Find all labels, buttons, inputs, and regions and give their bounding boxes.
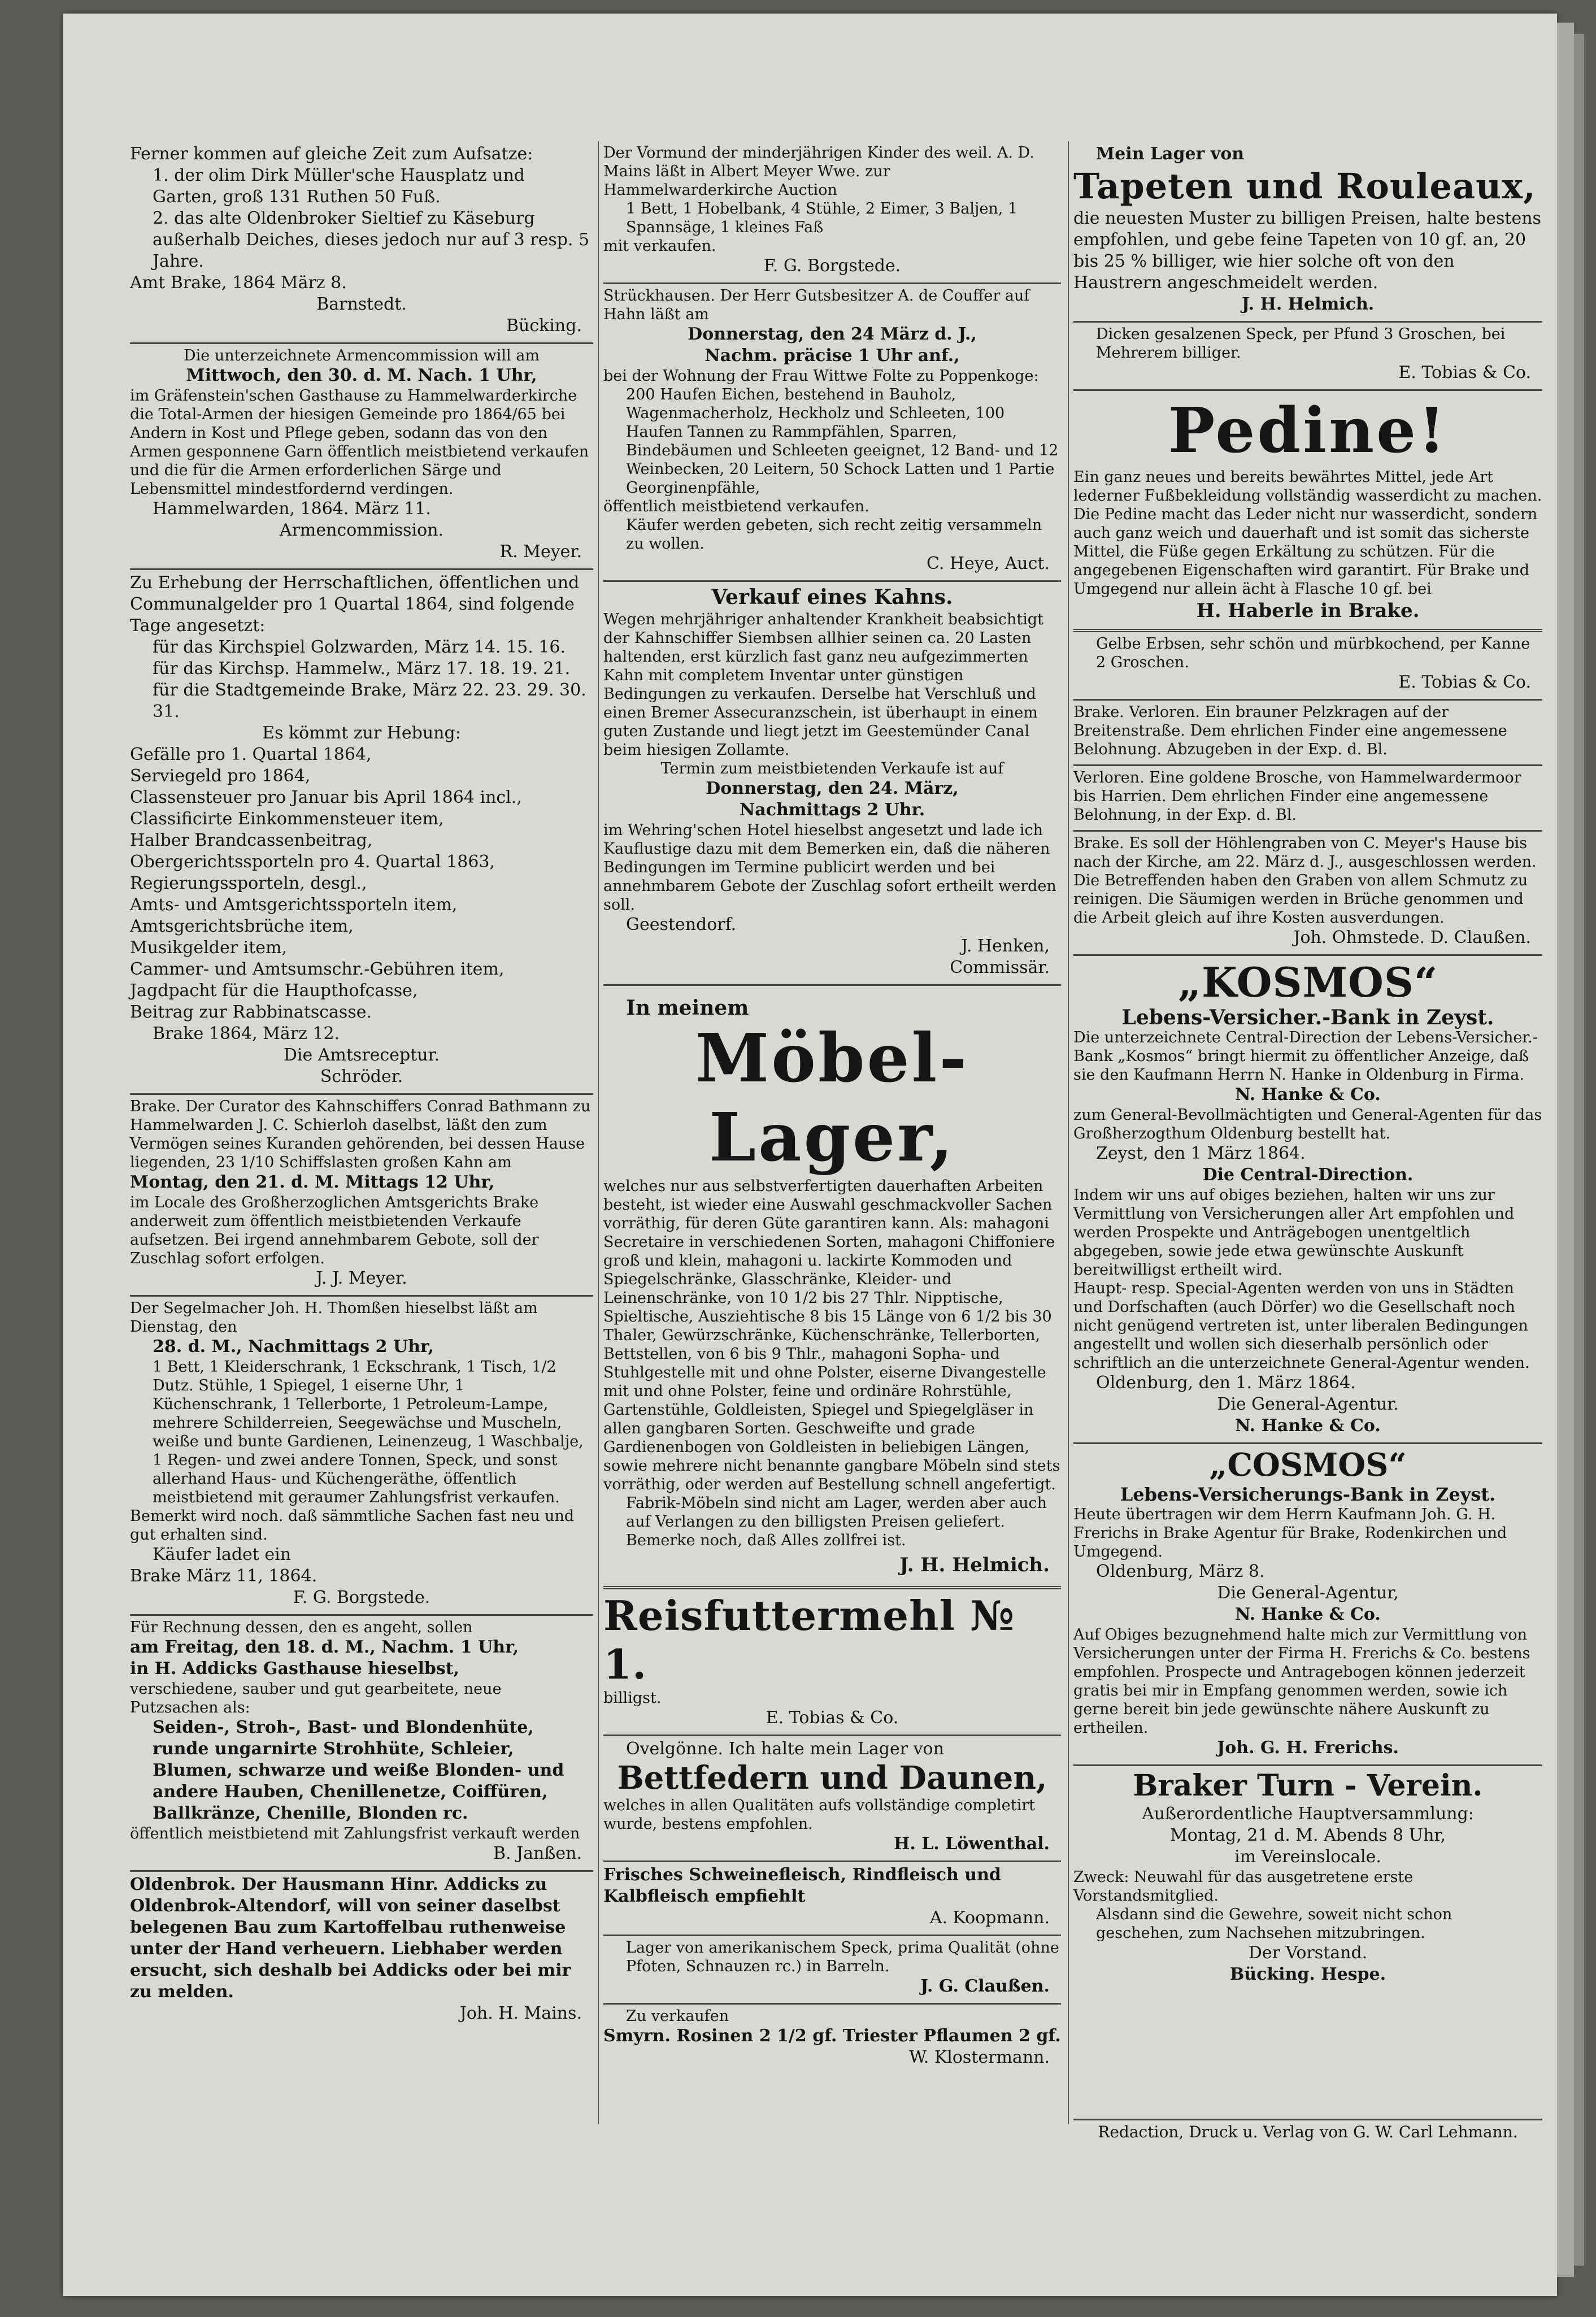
- ad-bettfedern: [603, 1736, 1061, 1862]
- signature: A. Koopmann.: [929, 1908, 1050, 1928]
- heading: Bettfedern und Daunen,: [617, 1759, 1047, 1797]
- heading: Tapeten und Rouleaux,: [1073, 166, 1536, 207]
- text-line: Halber Brandcassenbeitrag,: [130, 831, 373, 850]
- date-line: Donnerstag, den 24. März,: [706, 779, 959, 798]
- heading: Reisfuttermehl № 1.: [603, 1592, 1015, 1688]
- text-line: welches in allen Qualitäten aufs vollständige completirt wurde, bestens empfohlen.: [603, 1797, 1035, 1833]
- column-rule: [598, 141, 599, 2124]
- text-line: 1. der olim Dirk Müller'sche Hausplatz und Garten, groß 131 Ruthen 50 Fuß.: [153, 166, 525, 207]
- heading: Pedine!: [1168, 394, 1448, 467]
- text-line: Gefälle pro 1. Quartal 1864,: [130, 745, 372, 764]
- signature: Der Vorstand.: [1248, 1943, 1368, 1963]
- signature: Die General-Agentur.: [1217, 1394, 1399, 1414]
- text-line: Classensteuer pro Januar bis April 1864 incl.,: [130, 788, 522, 807]
- signature: Joh. Ohmstede. D. Claußen.: [1293, 928, 1531, 947]
- signature: N. Hanke & Co.: [1235, 1605, 1381, 1624]
- signature: J. H. Helmich.: [1241, 294, 1375, 314]
- signature: F. G. Borgstede.: [763, 256, 901, 276]
- signature: E. Tobias & Co.: [766, 1708, 899, 1728]
- text-line: In meinem: [626, 996, 749, 1020]
- text-line: Wegen mehrjähriger anhaltender Krankheit beabsichtigt der Kahnschiffer Siembsen allhier seinen ca. 20 Lasten haltenden, erst kürzlich fast ganz neu aufgezimmerten Kahn mit completem Inventar unter günstigen Bedingungen zu verkaufen. Derselbe hat Verschluß und einen Bremer Assecuranzschein, ist überhaupt in einem guten Zustande und liegt jetzt im Geestemünder Canal beim hiesigen Zollamte.: [603, 611, 1043, 759]
- text-line: zum General-Bevollmächtigten und General-Agenten für das Großherzogthum Oldenburg bestellt hat.: [1073, 1106, 1542, 1142]
- notice-oldenbrok: [130, 1872, 593, 2030]
- text-line: die neuesten Muster zu billigen Preisen, halte bestens empfohlen, und gebe feine Tapeten von 10 gf. an, 20 bis 25 % billiger, wie hier solche oft von den Haustrern angeschmeidelt werden.: [1073, 208, 1541, 293]
- text-line: im Gräfenstein'schen Gasthause zu Hammelwarderkirche die Total-Armen der hiesigen Gemeinde pro 1864/65 bei Andern in Kost und Pflege geben, sodann das von den Armen gesponnene Garn öffentlich meistbietend verkaufen und die für die Armen erforderlichen Särge und Lebensmittel mindestfordernd verdingen.: [130, 387, 589, 498]
- signature: R. Meyer.: [499, 542, 582, 562]
- text-line: in H. Addicks Gasthause hieselbst,: [130, 1659, 460, 1679]
- text-line: Zeyst, den 1 März 1864.: [1096, 1144, 1306, 1163]
- signature: Commissär.: [950, 958, 1050, 977]
- text-line: Brake März 11, 1864.: [130, 1566, 318, 1586]
- text-line: Der Segelmacher Joh. H. Thomßen hieselbst läßt am Dienstag, den: [130, 1299, 538, 1336]
- text-line: 2. das alte Oldenbroker Sieltief zu Käseburg außerhalb Deiches, dieses jedoch nur auf 3 resp. 5 Jahre.: [153, 208, 590, 271]
- text-line: Amtsgerichtsbrüche item,: [130, 916, 354, 936]
- page-edge-shadow: [1574, 34, 1584, 2266]
- text-line: öffentlich meistbietend mit Zahlungsfrist verkauft werden: [130, 1825, 580, 1842]
- text-line: öffentlich meistbietend verkaufen.: [603, 498, 869, 515]
- text-line: Seiden-, Stroh-, Bast- und Blondenhüte, runde ungarnirte Strohhüte, Schleier, Blumen, schwarze und weiße Blonden- und andere Hauben, Chenillenetze, Coiffüren, Ballkränze, Chenille, Blonden rc.: [153, 1718, 564, 1823]
- notice-strueckhausen: [603, 284, 1061, 582]
- text-line: billigst.: [603, 1689, 662, 1707]
- text-line: N. Hanke & Co.: [1235, 1085, 1381, 1105]
- text-line: Für Rechnung dessen, den es angeht, sollen: [130, 1619, 473, 1636]
- signature: J. Henken,: [961, 936, 1050, 956]
- signature: W. Klostermann.: [909, 2048, 1050, 2067]
- heading: „KOSMOS“: [1177, 958, 1438, 1006]
- signature: F. G. Borgstede.: [293, 1588, 430, 1607]
- signature: J. G. Claußen.: [920, 1976, 1050, 1996]
- text-line: Zweck: Neuwahl für das ausgetretene erste Vorstandsmitglied.: [1073, 1868, 1414, 1905]
- text-line: für die Stadtgemeinde Brake, März 22. 23. 29. 30. 31.: [153, 680, 586, 721]
- column-3: [1073, 141, 1542, 1991]
- notice-vormund: [603, 141, 1061, 284]
- text-line: Die unterzeichnete Central-Direction der Lebens-Versicher.-Bank „Kosmos“ bringt hiermit zu öffentlicher Anzeige, daß sie den Kaufmann Herrn N. Hanke in Oldenburg in Firma.: [1073, 1029, 1538, 1084]
- text-line: Beitrag zur Rabbinatscasse.: [130, 1002, 372, 1022]
- text-line: Obergerichtssporteln pro 4. Quartal 1863,: [130, 852, 495, 872]
- text-line: Lager von amerikanischem Speck, prima Qualität (ohne Pfoten, Schnauzen rc.) in Barreln.: [626, 1939, 1059, 1975]
- text-line: Käufer werden gebeten, sich recht zeitig versammeln zu wollen.: [626, 516, 1042, 553]
- date-line: Nachm. präcise 1 Uhr anf.,: [704, 346, 960, 366]
- signature: Armencommission.: [279, 520, 444, 540]
- text-line: Brake. Der Curator des Kahnschiffers Conrad Bathmann zu Hammelwarden J. C. Schierloh daselbst, läßt den zum Vermögen seines Kuranden gehörenden, bei dessen Hause liegenden, 23 1/10 Schiffslasten großen Kahn am: [130, 1098, 591, 1171]
- text-line: Smyrn. Rosinen 2 1/2 gf. Triester Pflaumen 2 gf.: [603, 2026, 1061, 2046]
- text-line: 1 Bett, 1 Hobelbank, 4 Stühle, 2 Eimer, 3 Baljen, 1 Spannsäge, 1 kleines Faß: [626, 200, 1018, 236]
- text-line: Bemerkt wird noch. daß sämmtliche Sachen fast neu und gut erhalten sind.: [130, 1507, 575, 1544]
- date-line: Montag, den 21. d. M. Mittags 12 Uhr,: [130, 1172, 495, 1192]
- text-line: Brake. Verloren. Ein brauner Pelzkragen auf der Breitenstraße. Dem ehrlichen Finder eine angemessene Belohnung. Abzugeben in der Exp. d. Bl.: [1073, 703, 1507, 758]
- date-line: Mittwoch, den 30. d. M. Nach. 1 Uhr,: [186, 366, 537, 385]
- heading: „COSMOS“: [1209, 1446, 1407, 1484]
- text-line: Auf Obiges bezugnehmend halte mich zur Vermittlung von Versicherungen unter der Firma H. Frerichs & Co. bestens empfohlen. Prospecte und Antragebogen können jederzeit gratis bei mir in Empfang genommen werden, sowie ich gerne bereit bin jede gewünschte nähere Auskunft zu ertheilen.: [1073, 1626, 1530, 1737]
- ad-moebel-lager: [603, 986, 1061, 1589]
- text-line: Oldenburg, März 8.: [1096, 1562, 1265, 1581]
- notice-verloren-brosche: [1073, 766, 1542, 832]
- text-line: für das Kirchspiel Golzwarden, März 14. 15. 16.: [153, 637, 566, 657]
- text-line: im Wehring'schen Hotel hieselbst angesetzt und lade ich Kauflustige dazu mit dem Bemerken ein, daß die näheren Bedingungen im Termine publicirt werden und bei annehmbarem Gebote der Zuschlag sofort ertheilt werden soll.: [603, 821, 1056, 914]
- text-line: Frisches Schweinefleisch, Rindfleisch und Kalbfleisch empfiehlt: [603, 1865, 1001, 1906]
- text-line: Ein ganz neues und bereits bewährtes Mittel, jede Art lederner Fußbekleidung vollständig wasserdicht zu machen. Die Pedine macht das Leder nicht nur wasserdicht, sondern auch ganz weich und dauerhaft und ist somit das sicherste Mittel, die Füße gegen Erkältung zu schützen. Für die angegebenen Eigenschaften wird garantirt. Für Brake und Umgegend nur allein ächt à Flasche 10 gf. bei: [1073, 468, 1542, 598]
- date-line: 28. d. M., Nachmittags 2 Uhr,: [153, 1337, 434, 1357]
- text-line: Oldenburg, den 1. März 1864.: [1096, 1373, 1356, 1393]
- ad-erbsen: [1073, 632, 1542, 701]
- signature: H. L. Löwenthal.: [894, 1834, 1050, 1854]
- date-line: am Freitag, den 18. d. M., Nachm. 1 Uhr,: [130, 1637, 519, 1657]
- column-2: [603, 141, 1061, 2074]
- signature: E. Tobias & Co.: [1398, 672, 1531, 692]
- text-line: mit verkaufen.: [603, 237, 716, 255]
- ad-kosmos: [1073, 956, 1542, 1444]
- text-line: im Locale des Großherzoglichen Amtsgerichts Brake anderweit zum öffentlich meistbietenden Verkaufe aufsetzen. Bei irgend annehmbarem Gebote, soll der Zuschlag sofort erfolgen.: [130, 1194, 539, 1267]
- text-line: Ferner kommen auf gleiche Zeit zum Aufsatze:: [130, 144, 533, 164]
- text-line: Termin zum meistbietenden Verkaufe ist auf: [660, 760, 1004, 777]
- text-line: Es kömmt zur Hebung:: [262, 723, 461, 743]
- text-line: verschiedene, sauber und gut gearbeitete, neue Putzsachen als:: [130, 1680, 502, 1716]
- text-line: Haupt- resp. Special-Agenten werden von uns in Städten und Dorfschaften (auch Dörfer) wo die Gesellschaft noch nicht genügend vertreten ist, unter liberalen Bedingungen angestellt und wollen sich dieserhalb persönlich oder schriftlich an die unterzeichnete General-Agentur wenden.: [1073, 1280, 1530, 1372]
- text-line: Strückhausen. Der Herr Gutsbesitzer A. de Couffer auf Hahn läßt am: [603, 287, 1030, 323]
- text-line: Verloren. Eine goldene Brosche, von Hammelwardermoor bis Harrien. Dem ehrlichen Finder eine angemessene Belohnung, in der Exp. d. Bl.: [1073, 769, 1521, 824]
- text-line: Heute übertragen wir dem Herrn Kaufmann Joh. G. H. Frerichs in Brake Agentur für Brake, Rodenkirchen und Umgegend.: [1073, 1506, 1507, 1560]
- heading: Möbel-Lager,: [695, 1019, 969, 1176]
- column-1: [130, 141, 593, 2030]
- text-line: Alsdann sind die Gewehre, soweit nicht schon geschehen, zum Nachsehen mitzubringen.: [1096, 1906, 1453, 1942]
- text-line: 1 Bett, 1 Kleiderschrank, 1 Eckschrank, 1 Tisch, 1/2 Dutz. Stühle, 1 Spiegel, 1 eiserne Uhr, 1 Küchenschrank, 1 Tellerborte, 1 Petroleum-Lampe, mehrere Schilderreien, Seegewächse und Muscheln, weiße und bunte Gardienen, Leinenzeug, 1 Waschbalje, 1 Regen- und zwei andere Tonnen, Speck, und sonst allerhand Haus- und Küchengeräthe, öffentlich meistbietend mit geraumer Zahlungsfrist verkaufen.: [153, 1358, 584, 1506]
- signature: Die General-Agentur,: [1217, 1583, 1399, 1603]
- subheading: Lebens-Versicher.-Bank in Zeyst.: [1121, 1006, 1494, 1029]
- signature: H. Haberle in Brake.: [1196, 599, 1420, 622]
- signature: Bücking. Hespe.: [1229, 1964, 1386, 1984]
- notice-verloren-pelz: [1073, 701, 1542, 766]
- signature: J. J. Meyer.: [316, 1268, 407, 1288]
- notice-thomssen: [130, 1297, 593, 1616]
- text-line: Amt Brake, 1864 März 8.: [130, 273, 347, 293]
- text-line: für das Kirchsp. Hammelw., März 17. 18. 19. 21.: [153, 659, 571, 679]
- signature: Joh. H. Mains.: [459, 2003, 582, 2023]
- date-line: Montag, 21 d. M. Abends 8 Uhr,: [1170, 1825, 1446, 1845]
- text-line: Jagdpacht für die Haupthofcasse,: [130, 981, 418, 1001]
- text-line: Außerordentliche Hauptversammlung:: [1142, 1804, 1474, 1824]
- text-line: Cammer- und Amtsumschr.-Gebühren item,: [130, 959, 505, 979]
- text-line: im Vereinslocale.: [1234, 1847, 1381, 1867]
- heading: Verkauf eines Kahns.: [711, 585, 953, 609]
- signature: Barnstedt.: [316, 294, 407, 314]
- text-line: Classificirte Einkommensteuer item,: [130, 809, 444, 829]
- text-line: Geestendorf.: [626, 915, 737, 934]
- signature: B. Janßen.: [493, 1844, 582, 1863]
- ad-cosmos: [1073, 1444, 1542, 1766]
- heading: Braker Turn - Verein.: [1133, 1768, 1483, 1803]
- text-line: Der Vormund der minderjährigen Kinder des weil. A. D. Mains läßt in Albert Meyer Wwe. zur Hammelwarderkirche Auction: [603, 144, 1034, 199]
- text-line: Zu verkaufen: [626, 2007, 729, 2025]
- signature: N. Hanke & Co.: [1235, 1416, 1381, 1436]
- ad-fleisch: [603, 1862, 1061, 1936]
- signature: E. Tobias & Co.: [1398, 363, 1531, 382]
- text-line: Fabrik-Möbeln sind nicht am Lager, werden aber auch auf Verlangen zu den billigsten Preisen geliefert. Bemerke noch, daß Alles zollfrei ist.: [626, 1494, 1047, 1549]
- text-line: Brake. Es soll der Höhlengraben von C. Meyer's Hause bis nach der Kirche, am 22. März d. J., ausgeschlossen werden. Die Betreffenden haben den Graben von allem Schmutz zu reinigen. Die Säumigen werden in Brüche genommen und die Arbeit gleich auf ihre Kosten ausverdungen.: [1073, 834, 1537, 927]
- page-edge: [1557, 23, 1574, 2277]
- ad-speck-tobias: [1073, 323, 1542, 391]
- signature: Die Amtsreceptur.: [283, 1045, 440, 1065]
- text-line: Mein Lager von: [1096, 144, 1245, 164]
- text-line: welches nur aus selbstverfertigten dauerhaften Arbeiten besteht, ist wieder eine Auswahl geschmackvoller Sachen vorräthig, für deren Güte garantiren kann. Als: mahagoni Secretaire in verschiedenen Sorten, mahagoni Chiffoniere groß und klein, mahagoni u. lackirte Kommoden und Spiegelschränke, Glasschränke, Kleider- und Leinenschränke, von 10 1/2 bis 27 Thlr. Nipptische, Spieltische, Ausziehtische 8 bis 15 Länge von 6 1/2 bis 30 Thaler, Gewürzschränke, Küchenschränke, Tellerborten, Bettstellen, von 6 bis 9 Thlr., mahagoni Sopha- und Stuhlgestelle mit und ohne Polster, eiserne Divangestelle mit und ohne Polster, feine und ordinäre Rohrstühle, Gartenstühle, Goldleisten, Spiegel und Spiegelgläser in allen gangbaren Sorten. Geschweifte und grade Gardienenbogen von Goldleisten in beliebigen Längen, sowie mehrere nicht benannte gangbare Möbeln sind stets vorräthig, oder werden auf Bestellung schnell angefertigt.: [603, 1177, 1060, 1493]
- text-line: Oldenbrok. Der Hausmann Hinr. Addicks zu Oldenbrok-Altendorf, will von seiner daselbst belegenen Bau zum Kartoffelbau ruthenweise unter der Hand verheuern. Liebhaber werden ersucht, sich deshalb bei Addicks oder bei mir zu melden.: [130, 1875, 571, 2002]
- notice-erhebung: [130, 570, 593, 1095]
- signature: C. Heye, Auct.: [926, 554, 1050, 573]
- ad-turnverein: [1073, 1766, 1542, 1991]
- signature: Schröder.: [320, 1067, 403, 1086]
- notice-verkauf-kahns: [603, 582, 1061, 986]
- signature: Die Central-Direction.: [1202, 1165, 1414, 1185]
- date-line: Donnerstag, den 24 März d. J.,: [688, 324, 977, 344]
- signature: Bücking.: [506, 316, 582, 336]
- imprint: Redaction, Druck u. Verlag von G. W. Carl Lehmann.: [1073, 2119, 1542, 2142]
- ad-pedine: [1073, 391, 1542, 632]
- ad-reisfuttermehl: [603, 1589, 1061, 1736]
- text-line: Indem wir uns auf obiges beziehen, halten wir uns zur Vermittlung von Versicherungen aller Art empfohlen und werden Prospekte und Anträgebogen unentgeltlich abgegeben, sowie jede etwa gewünschte Auskunft bereitwilligst ertheilt wird.: [1073, 1186, 1515, 1279]
- date-line: Nachmittags 2 Uhr.: [739, 800, 925, 820]
- text-line: Zu Erhebung der Herrschaftlichen, öffentlichen und Communalgelder pro 1 Quartal 1864, sind folgende Tage angesetzt:: [130, 573, 580, 636]
- notice-kahn-bathmann: [130, 1095, 593, 1297]
- text-line: Gelbe Erbsen, sehr schön und mürbkochend, per Kanne 2 Groschen.: [1096, 635, 1530, 671]
- ad-rosinen: [603, 2005, 1061, 2074]
- text-line: Die unterzeichnete Armencommission will am: [184, 347, 540, 364]
- text-line: Regierungssporteln, desgl.,: [130, 873, 367, 893]
- text-line: Dicken gesalzenen Speck, per Pfund 3 Groschen, bei Mehrerem billiger.: [1096, 325, 1506, 362]
- ad-speck: [603, 1936, 1061, 2005]
- text-line: Käufer ladet ein: [153, 1545, 292, 1564]
- signature: J. H. Helmich.: [899, 1554, 1050, 1576]
- text-line: Amts- und Amtsgerichtssporteln item,: [130, 895, 458, 915]
- column-rule: [1068, 141, 1069, 2124]
- subheading: Lebens-Versicherungs-Bank in Zeyst.: [1120, 1484, 1496, 1505]
- text-line: 200 Haufen Eichen, bestehend in Bauholz, Wagenmacherholz, Heckholz und Schleeten, 100 Haufen Tannen zu Rammpfählen, Sparren, Bindebäumen und Schleeten geeignet, 12 Band- und 12 Weinbecken, 20 Leitern, 50 Schock Latten und 1 Partie Georginenpfähle,: [626, 386, 1059, 497]
- ad-tapeten: [1073, 141, 1542, 323]
- text-line: Hammelwarden, 1864. März 11.: [153, 499, 431, 519]
- notice-armencommission: [130, 344, 593, 570]
- signature: Joh. G. H. Frerichs.: [1217, 1738, 1399, 1758]
- text-line: Serviegeld pro 1864,: [130, 766, 311, 786]
- text-line: Ovelgönne. Ich halte mein Lager von: [626, 1739, 944, 1759]
- text-line: bei der Wohnung der Frau Wittwe Folte zu Poppenkoge:: [603, 367, 1039, 385]
- notice-aufsatz: [130, 141, 593, 344]
- notice-hoehlengraben: [1073, 832, 1542, 956]
- text-line: Brake 1864, März 12.: [153, 1024, 340, 1044]
- text-line: Musikgelder item,: [130, 938, 287, 958]
- notice-putzsachen: [130, 1616, 593, 1872]
